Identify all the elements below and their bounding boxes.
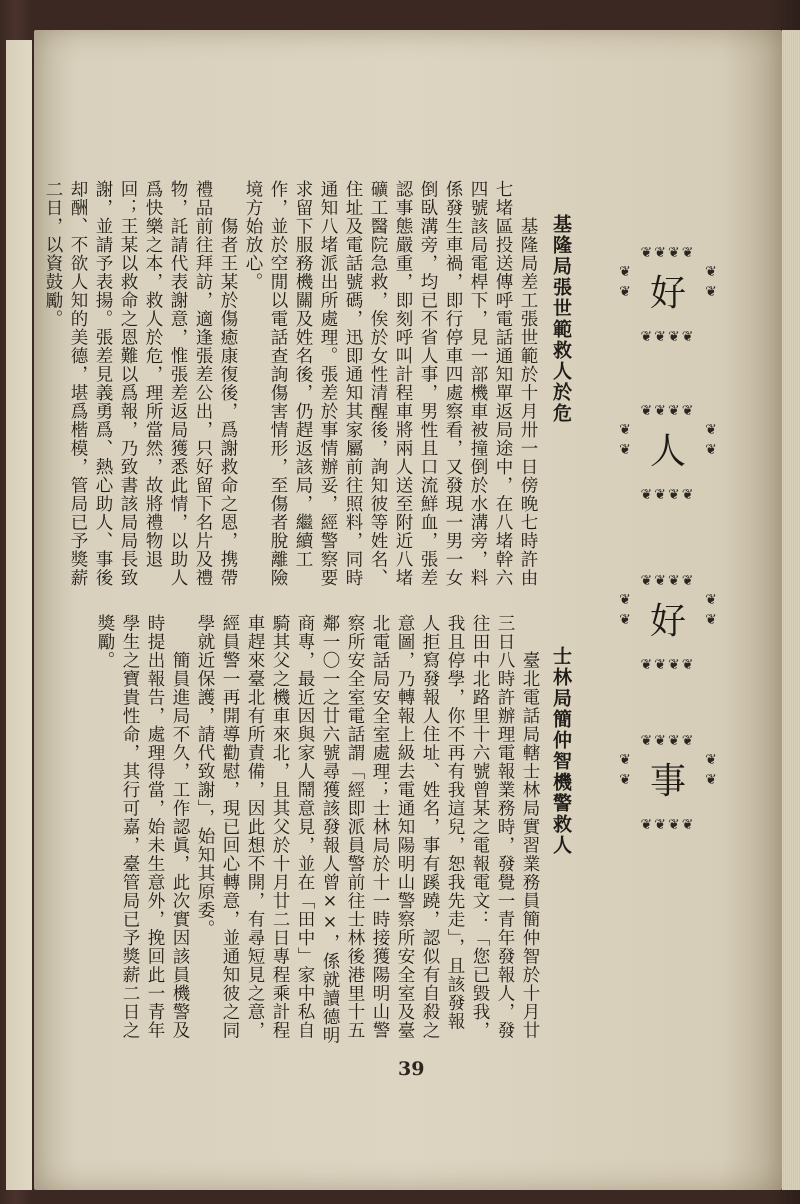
previous-page-edge [6,40,32,1190]
ornament-left: ❦❦ [617,422,633,462]
ornament-right: ❦❦ [703,752,719,792]
story1-paragraph-1: 臺北電話局轄士林局實習業務員簡仲智於十月廿三日八時許辦理電報業務時，發覺一青年發報人，發往田中北路里十六號曾某之電報電文：「您已毀我，我且停學，你不再有我這兒，恕我先走」，且該發報人拒寫發報人住址、姓名，事有蹊蹺，認似有自殺之意圖，乃轉報上級去電通知陽明山警察所安全室及臺北電話局安全室處理；士林局於十一時接獲陽明山警察所安全室電話謂「經即派員警前往士林後港里十五鄰一〇一之廿六號尋獲該發報人曾××，係就讀德明商專，最近因與家人鬧意見，並在「田中」家中私自騎其父之機車來北，且其父於十月廿二日專程乘計程車趕來臺北有所責備，因此想不開，有尋短見之意，經員警一再開導勸慰，現已回心轉意，並通知彼之同學就近保護，請代致謝」，始知其原委。 [195,614,540,1045]
ornament-right: ❦❦ [703,422,719,462]
ornament-box-4 [618,734,718,832]
story2-title: 基隆局張世範救人於危 [550,214,572,424]
ornament-box-2 [618,404,718,502]
sidebar-char-hao: 好 [649,601,686,642]
sidebar-char-shi: 事 [649,761,686,802]
ornament-top: ❦❦❦❦ [640,573,696,589]
ornament-box-1 [618,246,718,344]
ornament-bottom: ❦❦❦❦ [640,817,696,833]
ornament-top: ❦❦❦❦ [640,733,696,749]
ornament-bottom: ❦❦❦❦ [640,657,696,673]
ornament-top: ❦❦❦❦ [640,245,696,261]
sidebar-char-ren: 人 [649,431,686,472]
page-number: 39 [398,1058,425,1080]
story2-body [43,180,540,592]
ornament-top: ❦❦❦❦ [640,403,696,419]
ornament-left: ❦❦ [617,264,633,304]
ornament-left: ❦❦ [617,752,633,792]
story1-title: 士林局簡仲智機警救人 [550,646,572,856]
story2-paragraph-2: 傷者王某於傷癒康復後，爲謝救命之恩，携帶禮品前往拜訪，適逢張差公出，只好留下名片及禮物，託請代表謝意，惟張差返局獲悉此情，以助人爲快樂之本，救人於危，理所當然，故將禮物退回；王某以救命之恩難以爲報，乃致書該局局長致謝，並請予表揚。張差見義勇爲、熱心助人、事後却酬、不欲人知的美德，堪爲楷模，管局已予獎薪二日，以資鼓勵。 [43,180,238,587]
ornament-left: ❦❦ [617,592,633,632]
story1-body [95,614,542,1046]
ornament-bottom: ❦❦❦❦ [640,329,696,345]
story1-paragraph-2: 簡員進局不久，工作認眞，此次實因該員機警及時提出報告，處理得當，始未生意外，挽回此一青年學生之寶貴性命，其行可嘉，臺管局已予獎薪二日之獎勵。 [95,614,190,1040]
page-stack-edge [782,30,800,1190]
story2-paragraph-1: 基隆局差工張世範於十月卅一日傍晚七時許由七堵區投送傳呼電話通知單返局途中，在八堵幹六四號該局電桿下，見一部機車被撞倒於水溝旁，料係發生車禍，即行停車四處察看，又發現一男一女倒臥溝旁，均已不省人事，男性且口流鮮血，張差認事態嚴重，即刻呼叫計程車將兩人送至附近八堵礦工醫院急救，俟於女性清醒後，詢知彼等姓名、住址及電話號碼，迅即通知其家屬前往照料，同時通知八堵派出所處理。張差於事情辦妥，經警察要求留下服務機關及姓名後，仍趕返該局，繼續工作，並於空閒以電話查詢傷害情形，至傷者脫離險境方始放心。 [243,180,538,587]
ornament-box-3 [618,574,718,672]
ornament-right: ❦❦ [703,592,719,632]
ornament-bottom: ❦❦❦❦ [640,487,696,503]
sidebar-char-hao: 好 [649,273,686,314]
ornament-right: ❦❦ [703,264,719,304]
